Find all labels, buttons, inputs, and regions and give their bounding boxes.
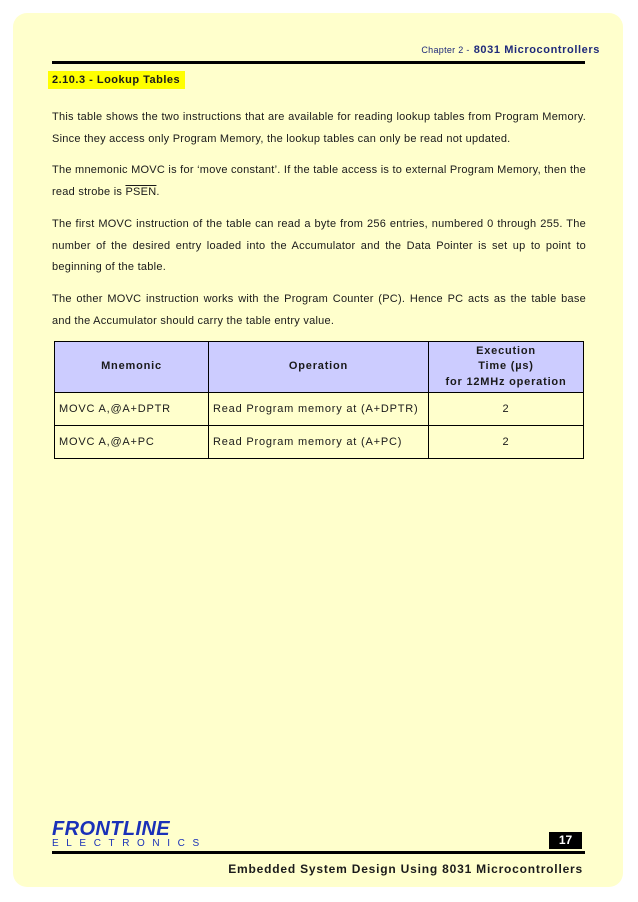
running-header: [421, 44, 600, 56]
book-title: Embedded System Design Using 8031 Microcontrollers: [228, 862, 583, 876]
paragraph-3: The first MOVC instruction of the table can read a byte from 256 entries, numbered 0 through 255. The number of the desired entry loaded into the Accumulator and the Data Pointer is set up to point to beginning of the table.: [52, 218, 586, 273]
header-mnemonic: Mnemonic: [55, 342, 209, 393]
logo-subtitle: ELECTRONICS: [52, 838, 207, 849]
cell-time: 2: [429, 393, 584, 426]
table-row: [55, 393, 584, 426]
paragraph-2: [52, 160, 586, 203]
header-execution-time: [429, 342, 584, 393]
table-header-row: [55, 342, 584, 393]
footer-rule: [52, 851, 585, 854]
chapter-title: 8031 Microcontrollers: [473, 44, 600, 56]
header-exec-line3: for 12MHz operation: [445, 375, 567, 388]
paragraph-1: This table shows the two instructions that are available for reading lookup tables from Program Memory. Since they access only Program Memory, the lookup tables can only be read not updated.: [52, 111, 586, 145]
lookup-instructions-table: [54, 341, 584, 459]
header-exec-line1: Execution: [476, 344, 536, 357]
cell-mnemonic: MOVC A,@A+DPTR: [55, 393, 209, 426]
paragraph-2-text: The mnemonic MOVC is for ‘move constant’. If the table access is to external Program Memory, then the read strobe is: [52, 164, 586, 198]
header-rule: [52, 61, 585, 64]
paragraph-4: The other MOVC instruction works with the Program Counter (PC). Hence PC acts as the table base and the Accumulator should carry the table entry value.: [52, 293, 586, 327]
cell-operation: Read Program memory at (A+DPTR): [209, 393, 429, 426]
table-row: [55, 426, 584, 459]
frontline-logo: [52, 818, 207, 849]
cell-time: 2: [429, 426, 584, 459]
header-operation: Operation: [209, 342, 429, 393]
logo-wordmark: FRONTLINE: [52, 818, 171, 840]
chapter-label: Chapter 2 -: [421, 45, 470, 55]
cell-operation: Read Program memory at (A+PC): [209, 426, 429, 459]
paragraph-2-end: .: [156, 185, 160, 198]
section-heading: 2.10.3 - Lookup Tables: [48, 71, 185, 89]
psen-signal: PSEN: [125, 185, 157, 198]
cell-mnemonic: MOVC A,@A+PC: [55, 426, 209, 459]
header-exec-line2: Time (µs): [478, 360, 534, 373]
page-number: 17: [549, 832, 582, 849]
